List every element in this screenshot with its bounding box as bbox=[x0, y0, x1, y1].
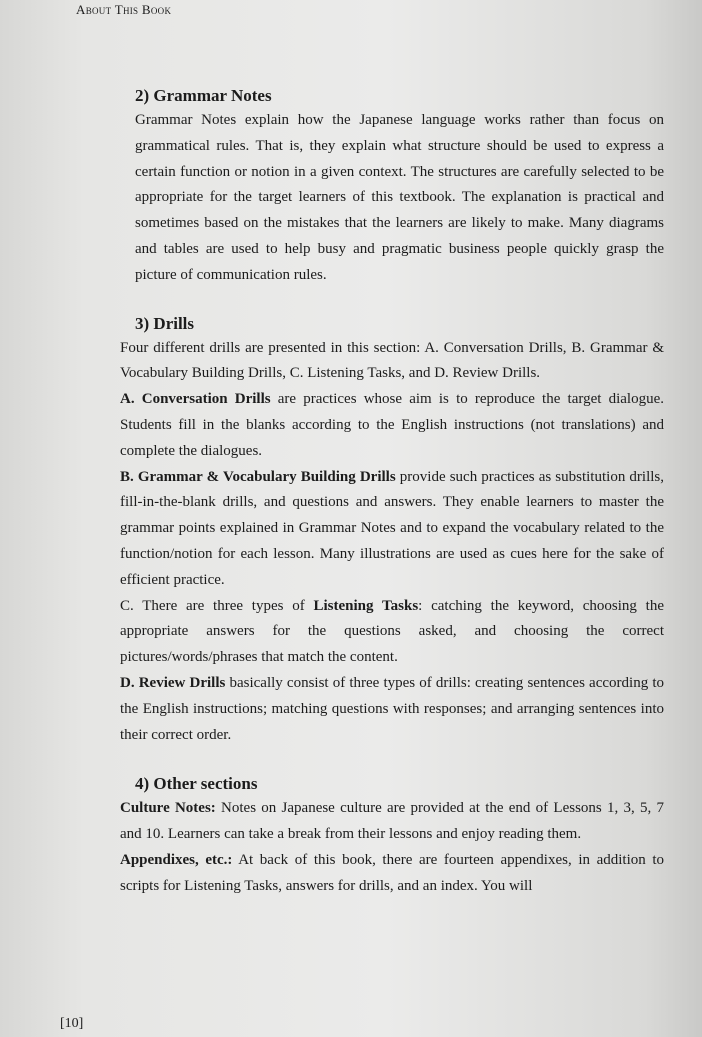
drill-b-text: provide such practices as substitution drills, fill-in-the-blank drills, and questions and answers. They enable learners to master the grammar points explained in Grammar Notes and to expand the vocabulary related to the function/notion for each lesson. Many illustrations are used as cues here for the sake of efficient practice. bbox=[120, 468, 664, 588]
culture-notes-text: Notes on Japanese culture are provided at the end of Lessons 1, 3, 5, 7 and 10. Learners can take a break from their lessons and enjoy reading them. bbox=[120, 800, 664, 843]
drill-a-paragraph bbox=[120, 387, 664, 464]
drill-b-paragraph bbox=[120, 465, 664, 594]
drill-d-term: D. Review Drills bbox=[120, 674, 226, 691]
section-title-grammar-notes: 2) Grammar Notes bbox=[135, 86, 272, 105]
drill-a-term: A. Conversation Drills bbox=[120, 391, 271, 408]
drill-a-text: are practices whose aim is to reproduce the target dialogue. Students fill in the blanks according to the English instructions (not translations) and complete the dialogues. bbox=[120, 391, 664, 459]
culture-notes-paragraph bbox=[120, 796, 664, 848]
drill-b-term: B. Grammar & Vocabulary Building Drills bbox=[120, 468, 396, 485]
page-content bbox=[120, 84, 664, 900]
drill-c-pre: C. There are three types of bbox=[120, 597, 314, 614]
grammar-notes-paragraph: Grammar Notes explain how the Japanese language works rather than focus on grammatical rules. That is, they explain what structure should be used to express a certain function or notion in a given context. The structures are carefully selected to be appropriate for the target learners of this textbook. The explanation is practical and sometimes based on the mistakes that the learners are likely to make. Many diagrams and tables are used to help busy and pragmatic business people quickly grasp the picture of communication rules. bbox=[135, 112, 664, 283]
appendixes-term: Appendixes, etc.: bbox=[120, 851, 233, 868]
drill-d-paragraph bbox=[120, 671, 664, 748]
drill-c-term: Listening Tasks bbox=[313, 597, 419, 614]
appendixes-text: At back of this book, there are fourteen appendixes, in addition to scripts for Listening Tasks, answers for drills, and an index. You will bbox=[120, 851, 665, 894]
culture-notes-term: Culture Notes: bbox=[120, 800, 216, 817]
drill-c-text: : catching the keyword, choosing the appropriate answers for the questions asked, and choosing the correct pictures/words/phrases that match the content. bbox=[120, 597, 665, 666]
page-number: [10] bbox=[60, 1016, 84, 1031]
drill-c-paragraph bbox=[120, 594, 664, 671]
appendixes-paragraph bbox=[120, 848, 664, 900]
drills-intro-paragraph: Four different drills are presented in this section: A. Conversation Drills, B. Grammar & Vocabulary Building Drills, C. Listening Tasks, and D. Review Drills. bbox=[120, 339, 664, 382]
section-title-other-sections: 4) Other sections bbox=[135, 774, 258, 794]
section-title-drills: 3) Drills bbox=[135, 313, 195, 333]
running-head: About This Book bbox=[76, 2, 172, 17]
drill-d-text: basically consist of three types of drills: creating sentences according to the English instructions; matching questions with responses; and arranging sentences into their correct order. bbox=[120, 674, 664, 743]
